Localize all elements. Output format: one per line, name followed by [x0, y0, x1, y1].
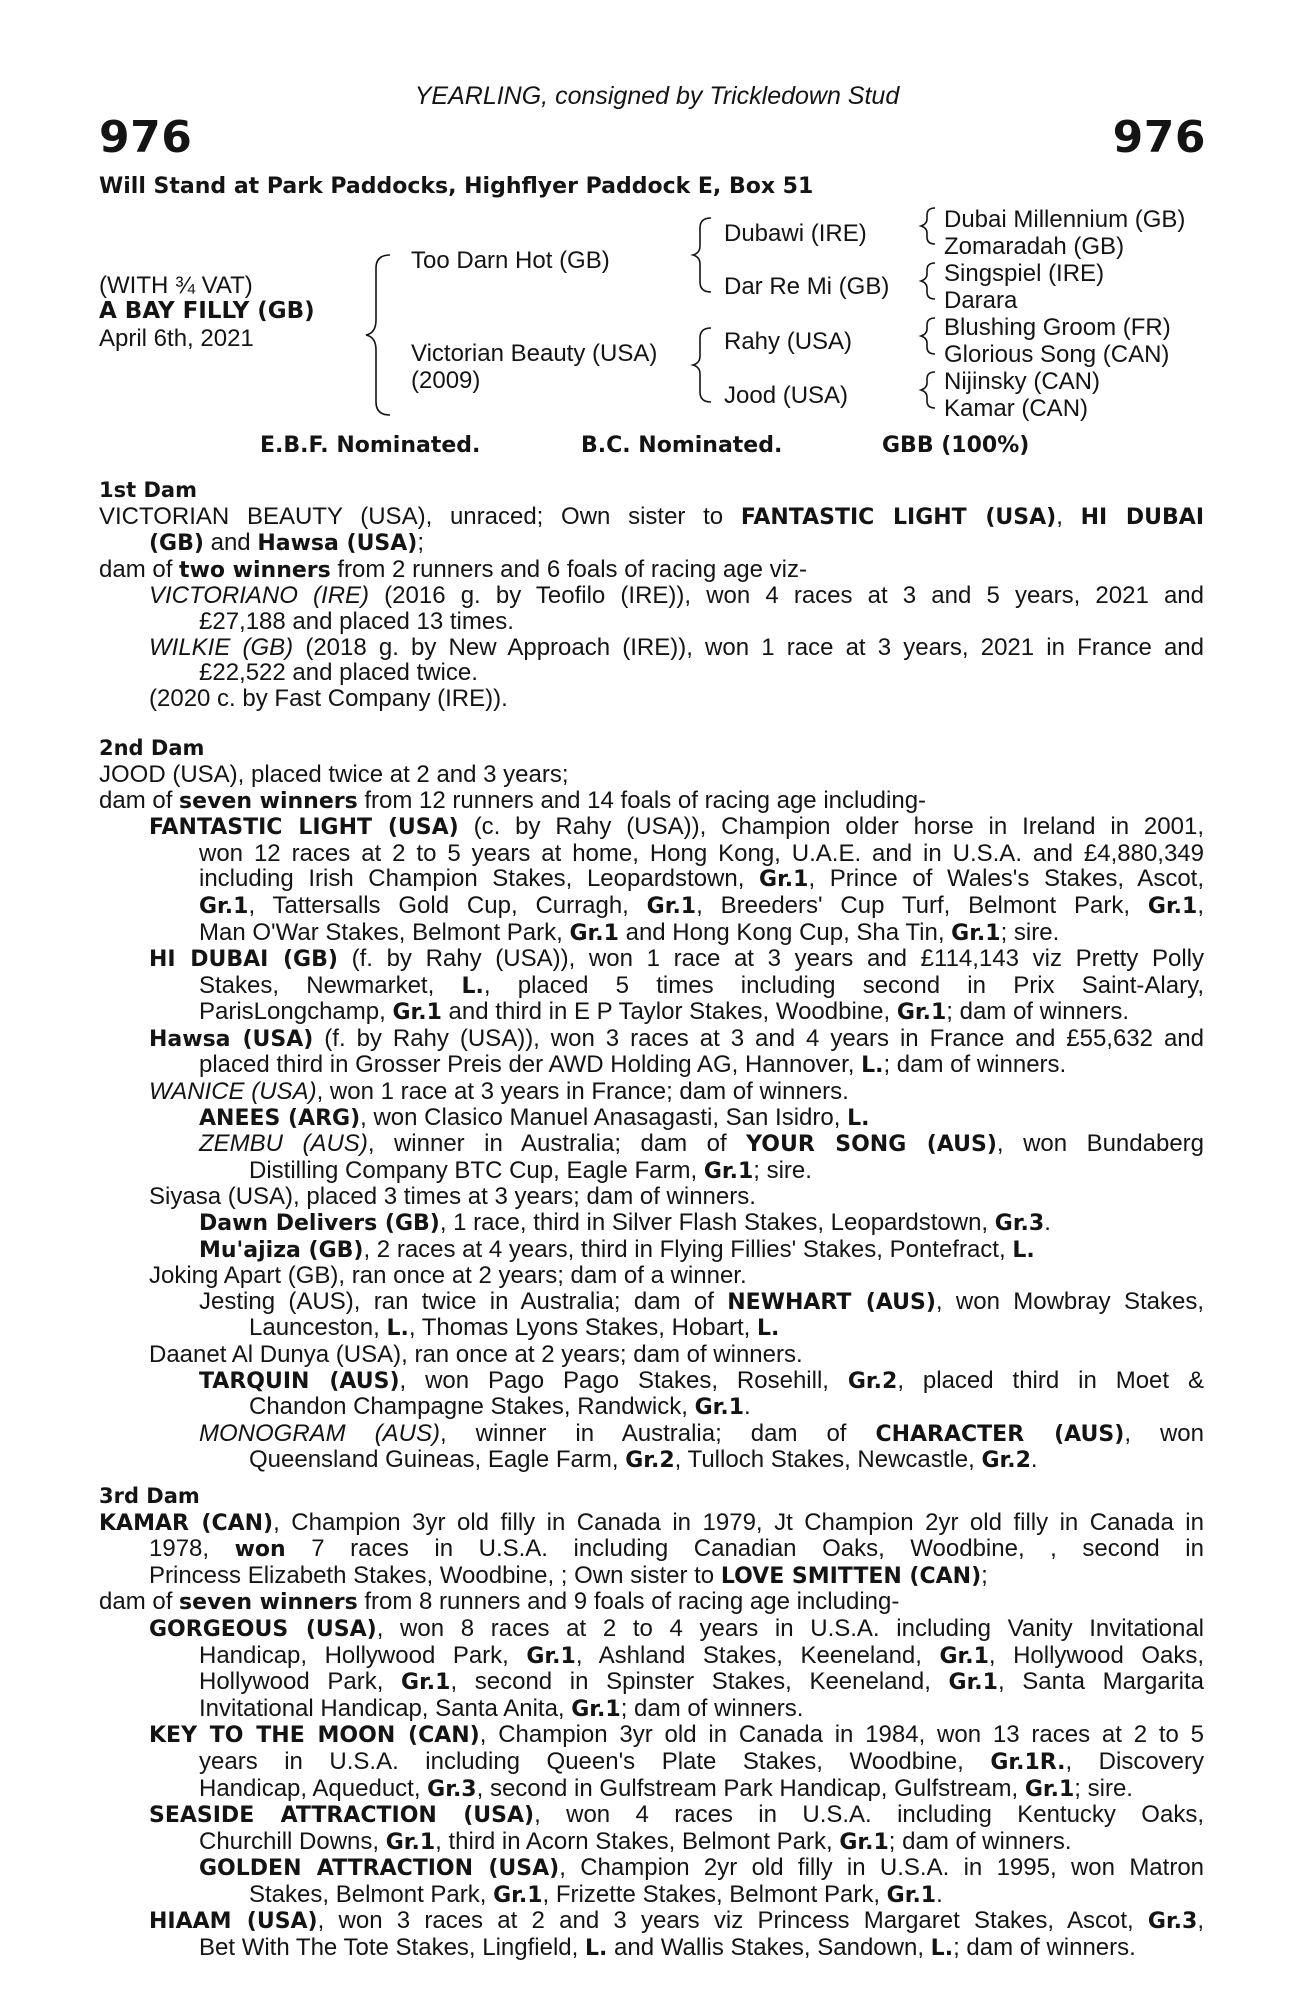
produce-entry: Stakes, Belmont Park, Gr.1, Frizette Stakes, Belmont Park, Gr.1.	[249, 1880, 943, 1908]
pedigree-sds: Singspiel (IRE)	[944, 260, 1105, 287]
pedigree-dsd: Glorious Song (CAN)	[944, 341, 1170, 368]
produce-entry: Dawn Delivers (GB), 1 race, third in Silver Flash Stakes, Leopardstown, Gr.3.	[199, 1209, 1051, 1237]
produce-entry: placed third in Grosser Preis der AWD Holding AG, Hannover, L.; dam of winners.	[199, 1051, 1067, 1079]
produce-entry: years in U.S.A. including Queen's Plate Stakes, Woodbine, Gr.1R., Discovery	[199, 1747, 1205, 1775]
consignor-line: YEARLING, consigned by Trickledown Stud	[414, 82, 900, 110]
produce-entry: including Irish Champion Stakes, Leopardstown, Gr.1, Prince of Wales's Stakes, Ascot,	[199, 865, 1205, 893]
third-dam-line: 1978, won 7 races in U.S.A. including Canadian Oaks, Woodbine, , second in	[149, 1535, 1204, 1563]
pedigree-ssd: Zomaradah (GB)	[944, 233, 1125, 260]
lot-number-left: 976	[99, 112, 193, 163]
lot-number-right: 976	[1112, 112, 1206, 163]
third-dam-line: Princess Elizabeth Stakes, Woodbine, ; Own sister to LOVE SMITTEN (CAN);	[149, 1561, 988, 1589]
produce-entry: Man O'War Stakes, Belmont Park, Gr.1 and Hong Kong Cup, Sha Tin, Gr.1; sire.	[199, 918, 1060, 946]
produce-entry: VICTORIANO (IRE) (2016 g. by Teofilo (IRE)), won 4 races at 3 and 5 years, 2021 and	[149, 582, 1204, 610]
pedigree-dds: Nijinsky (CAN)	[944, 368, 1100, 395]
pedigree-dam-sire: Rahy (USA)	[724, 328, 853, 355]
second-dam-line: dam of seven winners from 12 runners and 14 foals of racing age including-	[99, 786, 927, 814]
produce-entry: ZEMBU (AUS), winner in Australia; dam of YOUR SONG (AUS), won Bundaberg	[199, 1130, 1205, 1158]
first-dam-line: dam of two winners from 2 runners and 6 foals of racing age viz-	[99, 555, 807, 583]
produce-entry: Handicap, Hollywood Park, Gr.1, Ashland Stakes, Keeneland, Gr.1, Hollywood Oaks,	[199, 1641, 1205, 1669]
produce-entry: £22,522 and placed twice.	[199, 659, 478, 687]
pedigree-dam-name: Victorian Beauty (USA)	[411, 340, 658, 367]
produce-entry: Churchill Downs, Gr.1, third in Acorn Stakes, Belmont Park, Gr.1; dam of winners.	[199, 1827, 1072, 1855]
produce-entry: Invitational Handicap, Santa Anita, Gr.1; dam of winners.	[199, 1694, 804, 1722]
produce-entry: Bet With The Tote Stakes, Lingfield, L. and Wallis Stakes, Sandown, L.; dam of winners.	[199, 1934, 1136, 1962]
produce-entry: KEY TO THE MOON (CAN), Champion 3yr old in Canada in 1984, won 13 races at 2 to 5	[149, 1721, 1204, 1749]
produce-entry: won 12 races at 2 to 5 years at home, Hong Kong, U.A.E. and in U.S.A. and £4,880,349	[199, 839, 1204, 867]
vat-note: (WITH ¾ VAT)	[99, 272, 253, 299]
horse-name: A BAY FILLY (GB)	[99, 298, 315, 324]
produce-entry: TARQUIN (AUS), won Pago Pago Stakes, Rosehill, Gr.2, placed third in Moet &	[199, 1366, 1204, 1394]
produce-entry: ANEES (ARG), won Clasico Manuel Anasagasti, San Isidro, L.	[199, 1103, 870, 1131]
produce-entry: Gr.1, Tattersalls Gold Cup, Curragh, Gr.1, Breeders' Cup Turf, Belmont Park, Gr.1,	[199, 891, 1204, 919]
brace-ss	[921, 208, 935, 244]
bc-nomination: B.C. Nominated.	[581, 433, 783, 458]
first-dam-line: (GB) and Hawsa (USA);	[149, 529, 425, 557]
produce-entry: WANICE (USA), won 1 race at 3 years in France; dam of winners.	[149, 1078, 849, 1106]
produce-entry: HI DUBAI (GB) (f. by Rahy (USA)), won 1 race at 3 years and £114,143 viz Pretty Polly	[149, 945, 1204, 973]
brace-dam	[693, 328, 711, 402]
produce-entry: GORGEOUS (USA), won 8 races at 2 to 4 years in U.S.A. including Vanity Invitational	[149, 1614, 1205, 1642]
pedigree-sdd: Darara	[944, 287, 1018, 314]
produce-entry: Hollywood Park, Gr.1, second in Spinster Stakes, Keeneland, Gr.1, Santa Margarita	[199, 1668, 1204, 1696]
pedigree-dss: Blushing Groom (FR)	[944, 314, 1171, 341]
first-dam-line: VICTORIAN BEAUTY (USA), unraced; Own sister to FANTASTIC LIGHT (USA), HI DUBAI	[99, 502, 1205, 530]
brace-sd	[921, 263, 935, 299]
pedigree-sss: Dubai Millennium (GB)	[944, 206, 1186, 233]
produce-entry: Jesting (AUS), ran twice in Australia; dam of NEWHART (AUS), won Mowbray Stakes,	[199, 1287, 1204, 1315]
pedigree-sire-sire: Dubawi (IRE)	[724, 220, 867, 247]
produce-entry: ParisLongchamp, Gr.1 and third in E P Taylor Stakes, Woodbine, Gr.1; dam of winners.	[199, 998, 1130, 1026]
produce-entry: £27,188 and placed 13 times.	[199, 607, 514, 635]
gbb-rating: GBB (100%)	[882, 433, 1030, 458]
produce-entry: Mu'ajiza (GB), 2 races at 4 years, third in Flying Fillies' Stakes, Pontefract, L.	[199, 1235, 1035, 1263]
brace-ds	[921, 318, 935, 354]
brace-dd	[921, 372, 935, 408]
pedigree-dam-dam: Jood (USA)	[724, 382, 849, 409]
third-dam-heading: 3rd Dam	[99, 1483, 200, 1508]
produce-record	[99, 478, 1204, 1962]
produce-entry: Joking Apart (GB), ran once at 2 years; dam of a winner.	[149, 1262, 747, 1290]
produce-entry: WILKIE (GB) (2018 g. by New Approach (IRE)), won 1 race at 3 years, 2021 in France and	[149, 633, 1204, 661]
pedigree-sire-dam: Dar Re Mi (GB)	[724, 273, 890, 300]
produce-entry: GOLDEN ATTRACTION (USA), Champion 2yr old filly in U.S.A. in 1995, won Matron	[199, 1854, 1205, 1882]
brace-sire	[693, 218, 711, 292]
pedigree-dam-year: (2009)	[411, 367, 481, 394]
produce-entry: Queensland Guineas, Eagle Farm, Gr.2, Tulloch Stakes, Newcastle, Gr.2.	[249, 1446, 1038, 1474]
third-dam-line: dam of seven winners from 8 runners and 9 foals of racing age including-	[99, 1588, 900, 1616]
produce-entry: Handicap, Aqueduct, Gr.3, second in Gulfstream Park Handicap, Gulfstream, Gr.1; sire.	[199, 1774, 1133, 1802]
produce-entry: HIAAM (USA), won 3 races at 2 and 3 years viz Princess Margaret Stakes, Ascot, Gr.3,	[149, 1907, 1205, 1935]
produce-entry: (2020 c. by Fast Company (IRE)).	[149, 684, 508, 712]
produce-entry: FANTASTIC LIGHT (USA) (c. by Rahy (USA)), Champion older horse in Ireland in 2001,	[149, 813, 1204, 841]
third-dam-line: KAMAR (CAN), Champion 3yr old filly in Canada in 1979, Jt Champion 2yr old filly in Canada in	[99, 1508, 1204, 1536]
second-dam-line: JOOD (USA), placed twice at 2 and 3 years;	[99, 760, 569, 788]
ebf-nomination: E.B.F. Nominated.	[260, 433, 481, 458]
produce-entry: SEASIDE ATTRACTION (USA), won 4 races in U.S.A. including Kentucky Oaks,	[149, 1801, 1204, 1829]
produce-entry: Launceston, L., Thomas Lyons Stakes, Hobart, L.	[249, 1314, 780, 1342]
pedigree-sire: Too Darn Hot (GB)	[411, 247, 610, 274]
produce-entry: Stakes, Newmarket, L., placed 5 times including second in Prix Saint-Alary,	[199, 971, 1204, 999]
pedigree-ddd: Kamar (CAN)	[944, 395, 1089, 422]
foaling-date: April 6th, 2021	[99, 325, 254, 352]
produce-entry: MONOGRAM (AUS), winner in Australia; dam of CHARACTER (AUS), won	[199, 1419, 1205, 1447]
produce-entry: Distilling Company BTC Cup, Eagle Farm, Gr.1; sire.	[249, 1156, 812, 1184]
produce-entry: Hawsa (USA) (f. by Rahy (USA)), won 3 races at 3 and 4 years in France and £55,632 and	[149, 1024, 1204, 1052]
stand-location: Will Stand at Park Paddocks, Highflyer Paddock E, Box 51	[99, 174, 814, 199]
produce-entry: Chandon Champagne Stakes, Randwick, Gr.1.	[249, 1393, 751, 1421]
brace-main	[366, 255, 390, 415]
produce-entry: Daanet Al Dunya (USA), ran once at 2 years; dam of winners.	[149, 1341, 803, 1368]
second-dam-heading: 2nd Dam	[99, 736, 205, 761]
produce-entry: Siyasa (USA), placed 3 times at 3 years; dam of winners.	[149, 1183, 756, 1211]
first-dam-heading: 1st Dam	[99, 478, 197, 502]
